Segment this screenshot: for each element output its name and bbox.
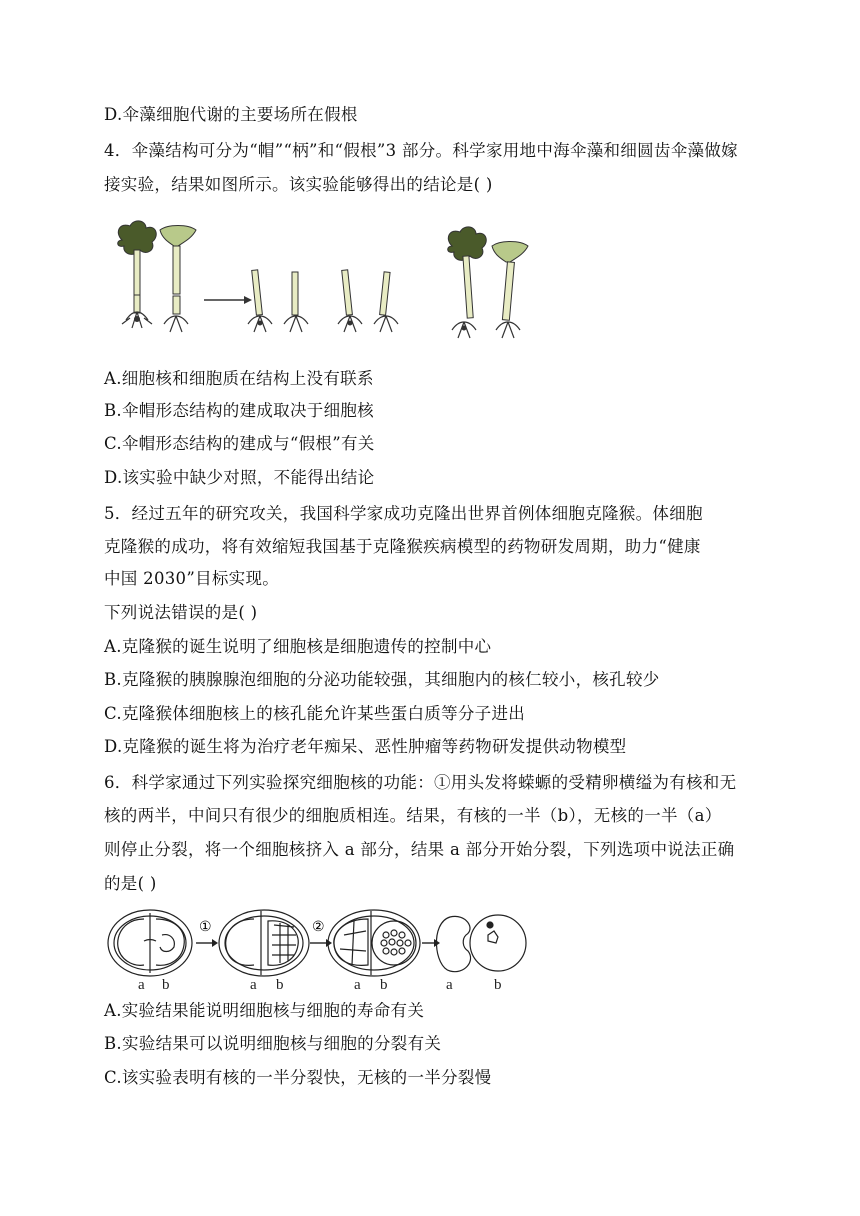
q5-stem-line3: 中国 2030”目标实现。 <box>104 569 280 588</box>
q5-option-a: A.克隆猴的诞生说明了细胞核是细胞遗传的控制中心 <box>104 637 492 656</box>
label-b-3: b <box>380 977 388 993</box>
q5-stem-line2: 克隆猴的成功，将有效缩短我国基于克隆猴疾病模型的药物研发周期，助力“健康 <box>104 537 701 556</box>
label-b-4: b <box>494 977 502 993</box>
egg-stage-3 <box>328 910 420 976</box>
grafting-experiment-figure <box>112 220 532 345</box>
q3-option-d: D.伞藻细胞代谢的主要场所在假根 <box>104 105 358 124</box>
q4-stem-line1: 4．伞藻结构可分为“帽”“柄”和“假根”3 部分。科学家用地中海伞藻和细圆齿伞藻做嫁 <box>104 141 738 160</box>
plant-light-cap <box>160 226 196 333</box>
egg-stage-2 <box>219 910 309 976</box>
ligation-experiment-figure <box>104 905 529 993</box>
q4-option-d: D.该实验中缺少对照，不能得出结论 <box>104 468 375 487</box>
arrow-icon <box>204 296 252 304</box>
q5-stem-line1: 5．经过五年的研究攻关，我国科学家成功克隆出世界首例体细胞克隆猴。体细胞 <box>104 504 703 523</box>
label-b-1: b <box>162 977 170 993</box>
plant-dark-cap <box>118 221 157 328</box>
label-b-2: b <box>276 977 284 993</box>
q6-stem-line1: 6．科学家通过下列实验探究细胞核的功能：①用头发将蝾螈的受精卵横缢为有核和无 <box>104 773 737 792</box>
egg-stage-1 <box>108 910 192 976</box>
label-a-4: a <box>446 977 453 993</box>
q6-option-b: B.实验结果可以说明细胞核与细胞的分裂有关 <box>104 1034 442 1053</box>
q6-stem-line2: 核的两半，中间只有很少的细胞质相连。结果，有核的一半（b），无核的一半（a） <box>104 806 722 825</box>
q5-option-b: B.克隆猴的胰腺腺泡细胞的分泌功能较强，其细胞内的核仁较小，核孔较少 <box>104 670 660 689</box>
step-mark-1: ① <box>199 919 212 935</box>
step-mark-2: ② <box>312 919 325 935</box>
regenerated-dark-cap <box>448 227 487 338</box>
label-a-3: a <box>354 977 361 993</box>
q4-option-c: C.伞帽形态结构的建成与“假根”有关 <box>104 434 375 453</box>
label-a-1: a <box>138 977 145 993</box>
label-a-2: a <box>250 977 257 993</box>
q4-option-a: A.细胞核和细胞质在结构上没有联系 <box>104 369 374 388</box>
q5-question: 下列说法错误的是( ) <box>104 603 258 622</box>
q6-option-a: A.实验结果能说明细胞核与细胞的寿命有关 <box>104 1001 425 1020</box>
separated-halves <box>436 915 526 972</box>
q4-option-b: B.伞帽形态结构的建成取决于细胞核 <box>104 401 374 420</box>
cut-stalks-pair-1 <box>248 270 308 332</box>
cut-stalks-pair-2 <box>338 270 398 332</box>
q6-option-c: C.该实验表明有核的一半分裂快，无核的一半分裂慢 <box>104 1068 492 1087</box>
q5-option-d: D.克隆猴的诞生将为治疗老年痴呆、恶性肿瘤等药物研发提供动物模型 <box>104 737 627 756</box>
regenerated-light-cap <box>492 242 528 339</box>
q6-stem-line3: 则停止分裂，将一个细胞核挤入 a 部分，结果 a 部分开始分裂，下列选项中说法正确 <box>104 840 735 859</box>
q6-stem-line4: 的是( ) <box>104 874 157 893</box>
q4-stem-line2: 接实验，结果如图所示。该实验能够得出的结论是( ) <box>104 175 493 194</box>
q5-option-c: C.克隆猴体细胞核上的核孔能允许某些蛋白质等分子进出 <box>104 704 526 723</box>
